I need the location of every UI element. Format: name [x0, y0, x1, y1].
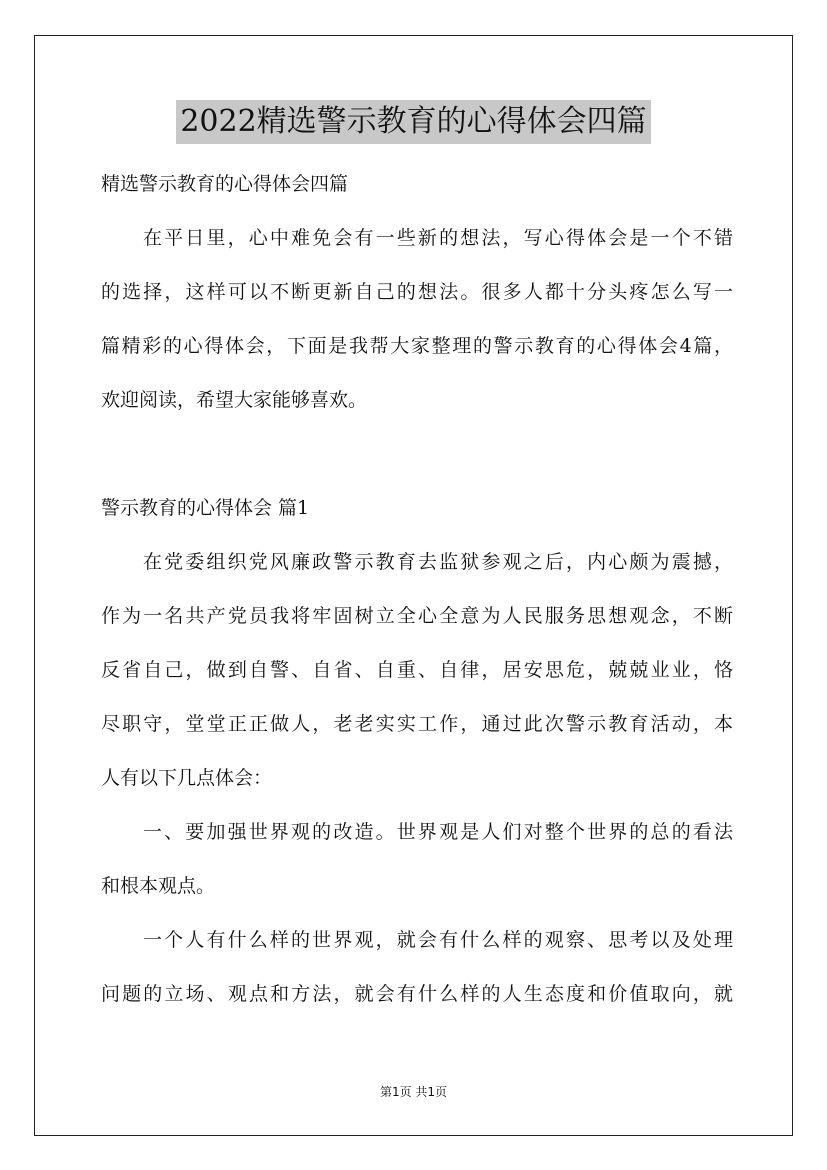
- document-title: 2022精选警示教育的心得体会四篇: [176, 100, 650, 144]
- intro-paragraph-line: 的选择，这样可以不断更新自己的想法。很多人都十分头疼怎么写一: [101, 281, 733, 303]
- title-container: [0, 100, 827, 144]
- page-border: [34, 35, 793, 1136]
- body-paragraph-line: 在党委组织党风廉政警示教育去监狱参观之后，内心颇为震撼，: [143, 551, 733, 573]
- subtitle-line: 精选警示教育的心得体会四篇: [101, 173, 349, 195]
- intro-paragraph-line: 在平日里，心中难免会有一些新的想法，写心得体会是一个不错: [143, 227, 733, 249]
- body-paragraph-line: 反省自己，做到自警、自省、自重、自律，居安思危，兢兢业业，恪: [101, 659, 733, 681]
- body-paragraph-line: 问题的立场、观点和方法，就会有什么样的人生态度和价值取向，就: [101, 983, 733, 1005]
- body-paragraph-line: 和根本观点。: [101, 875, 216, 897]
- intro-paragraph-line: 欢迎阅读，希望大家能够喜欢。: [101, 389, 368, 411]
- body-paragraph-line: 尽职守，堂堂正正做人，老老实实工作，通过此次警示教育活动，本: [101, 713, 733, 735]
- intro-paragraph-line: 篇精彩的心得体会，下面是我帮大家整理的警示教育的心得体会4篇，: [101, 335, 733, 357]
- section-heading: 警示教育的心得体会 篇1: [101, 497, 310, 519]
- body-paragraph-line: 作为一名共产党员我将牢固树立全心全意为人民服务思想观念，不断: [101, 605, 733, 627]
- page-footer: 第1页 共1页: [379, 1085, 448, 1099]
- body-paragraph-line: 人有以下几点体会：: [101, 767, 273, 789]
- body-paragraph-line: 一个人有什么样的世界观，就会有什么样的观察、思考以及处理: [143, 929, 733, 951]
- body-paragraph-line: 一、要加强世界观的改造。世界观是人们对整个世界的总的看法: [143, 821, 733, 843]
